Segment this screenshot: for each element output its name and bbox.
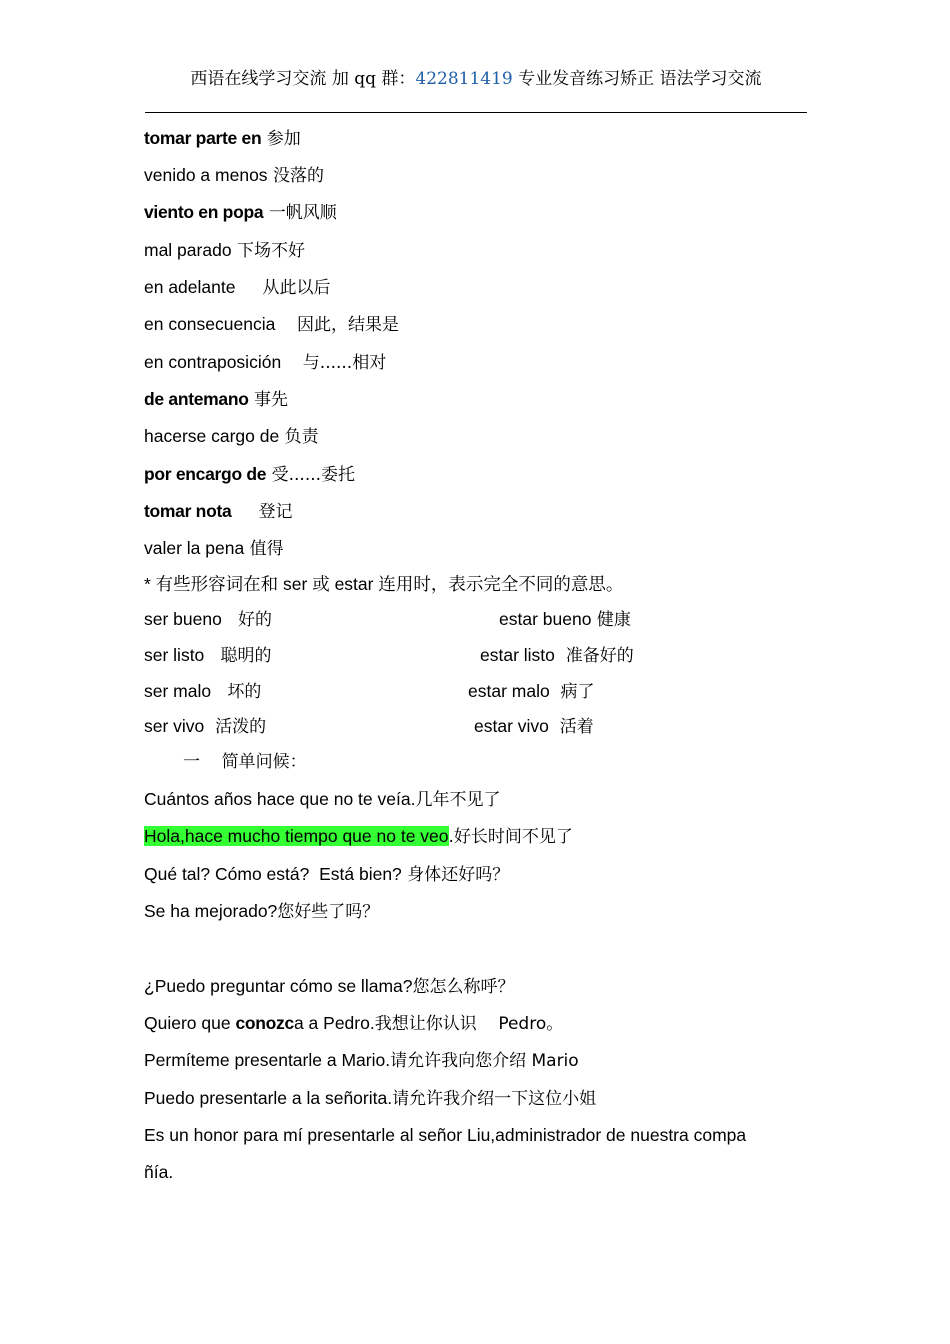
sentence — [144, 824, 573, 849]
phrase-es: de antemano — [144, 389, 249, 409]
phrase-item — [144, 163, 324, 188]
sentence-es: Permíteme presentarle a Mario. — [144, 1050, 391, 1070]
qq-group-number: 422811419 — [415, 69, 513, 89]
sentence-line: Es un honor para mí presentarle al señor Liu,administrador de nuestra compa — [144, 1125, 747, 1145]
sentence-es-pre: Quiero que — [144, 1013, 236, 1033]
phrase-cn: 事先 — [248, 390, 289, 410]
sentence — [144, 1086, 596, 1111]
phrase-es: viento en popa — [144, 202, 264, 222]
sentence-es-bold: conozc — [235, 1013, 294, 1033]
phrase-es: por encargo de — [144, 464, 267, 484]
sentence — [144, 862, 509, 887]
estar-es: estar listo — [480, 645, 555, 665]
ser-item — [144, 714, 266, 739]
estar-item — [474, 714, 594, 739]
phrase-cn: 登记 — [231, 502, 293, 522]
phrase-cn: 参加 — [261, 129, 301, 149]
phrase-item — [144, 126, 301, 151]
phrase-es: tomar parte en — [144, 128, 262, 148]
ser-item — [144, 679, 261, 704]
phrase-es: valer la pena — [144, 538, 245, 558]
sentence-es: Puedo presentarle a la señorita. — [144, 1088, 393, 1108]
phrase-es: venido a menos — [144, 165, 268, 185]
estar-es: estar malo — [468, 681, 550, 701]
estar-item — [480, 643, 634, 668]
ser-es: ser bueno — [144, 609, 222, 629]
sentence-es: Qué tal? Cómo está? Está bien? — [144, 864, 402, 884]
phrase-cn: 从此以后 — [235, 278, 331, 298]
phrase-es: mal parado — [144, 240, 232, 260]
ser-item — [144, 607, 272, 632]
sentence — [144, 1011, 563, 1036]
sentence-cn: .好长时间不见了 — [448, 827, 573, 847]
sentence-es: Se ha mejorado? — [144, 901, 278, 921]
phrase-cn: 与......相对 — [281, 353, 387, 373]
ser-es: ser listo — [144, 645, 205, 665]
sentence-es: Cuántos años hace que no te veía. — [144, 789, 416, 809]
estar-cn: 健康 — [591, 610, 631, 630]
phrase-item — [144, 275, 331, 300]
phrase-es: hacerse cargo de — [144, 426, 280, 446]
phrase-item — [144, 238, 305, 263]
sentence-cn: 身体还好吗？ — [401, 865, 510, 885]
phrase-item — [144, 312, 399, 337]
phrase-cn: 值得 — [244, 539, 284, 559]
phrase-es: tomar nota — [144, 501, 232, 521]
header-prefix: 西语在线学习交流 加 qq 群： — [190, 69, 416, 89]
phrase-item — [144, 350, 386, 375]
ser-es: ser vivo — [144, 716, 205, 736]
sentence-cn: 您好些了吗？ — [277, 902, 380, 922]
ser-cn: 好的 — [221, 610, 273, 630]
sentence — [144, 787, 500, 812]
phrase-cn: 负责 — [279, 427, 319, 447]
sentence-es-post: a a Pedro. — [293, 1013, 375, 1033]
ser-es: ser malo — [144, 681, 212, 701]
phrase-cn: 因此，结果是 — [275, 315, 399, 335]
phrase-item — [144, 499, 292, 524]
phrase-item — [144, 424, 319, 449]
phrase-item — [144, 387, 288, 412]
phrase-es: en contraposición — [144, 352, 282, 372]
sentence-cn: 请允许我介绍一下这位小姐 — [392, 1089, 597, 1109]
sentence-cn: 您怎么称呼？ — [412, 977, 515, 997]
estar-cn: 活着 — [548, 717, 594, 737]
sentence-line: ñía. — [144, 1162, 174, 1182]
phrase-cn: 一帆风顺 — [263, 203, 337, 223]
estar-item — [499, 607, 631, 632]
phrase-es: en adelante — [144, 277, 236, 297]
ser-cn: 活泼的 — [204, 717, 267, 737]
phrase-item — [144, 536, 284, 561]
sentence — [144, 899, 379, 924]
sentence-cn: 请允许我向您介绍 Mario — [390, 1051, 579, 1071]
phrase-item — [144, 200, 337, 225]
sentence-cn: 我想让你认识 Pedro。 — [374, 1014, 564, 1034]
phrase-cn: 没落的 — [267, 166, 324, 186]
section-title: 一 简单问候： — [183, 752, 307, 772]
ser-cn: 聪明的 — [204, 646, 272, 666]
estar-es: estar vivo — [474, 716, 549, 736]
sentence-es: ¿Puedo preguntar cómo se llama? — [144, 976, 413, 996]
phrase-cn: 受......委托 — [266, 465, 356, 485]
sentence-cn: 几年不见了 — [415, 790, 501, 810]
estar-es: estar bueno — [499, 609, 592, 629]
highlighted-sentence-es: Hola,hace mucho tiempo que no te veo — [144, 826, 449, 846]
header-suffix: 专业发音练习矫正 语法学习交流 — [512, 69, 762, 89]
ser-cn: 坏的 — [211, 682, 262, 702]
estar-cn: 病了 — [549, 682, 595, 702]
sentence — [144, 974, 514, 999]
phrase-item — [144, 462, 355, 487]
page-header — [145, 66, 807, 113]
sentence — [144, 1048, 579, 1073]
phrase-es: en consecuencia — [144, 314, 276, 334]
estar-item — [468, 679, 595, 704]
estar-cn: 准备好的 — [554, 646, 634, 666]
ser-estar-note: * 有些形容词在和 ser 或 estar 连用时，表示完全不同的意思。 — [144, 574, 624, 594]
phrase-cn: 下场不好 — [231, 241, 305, 261]
ser-item — [144, 643, 272, 668]
